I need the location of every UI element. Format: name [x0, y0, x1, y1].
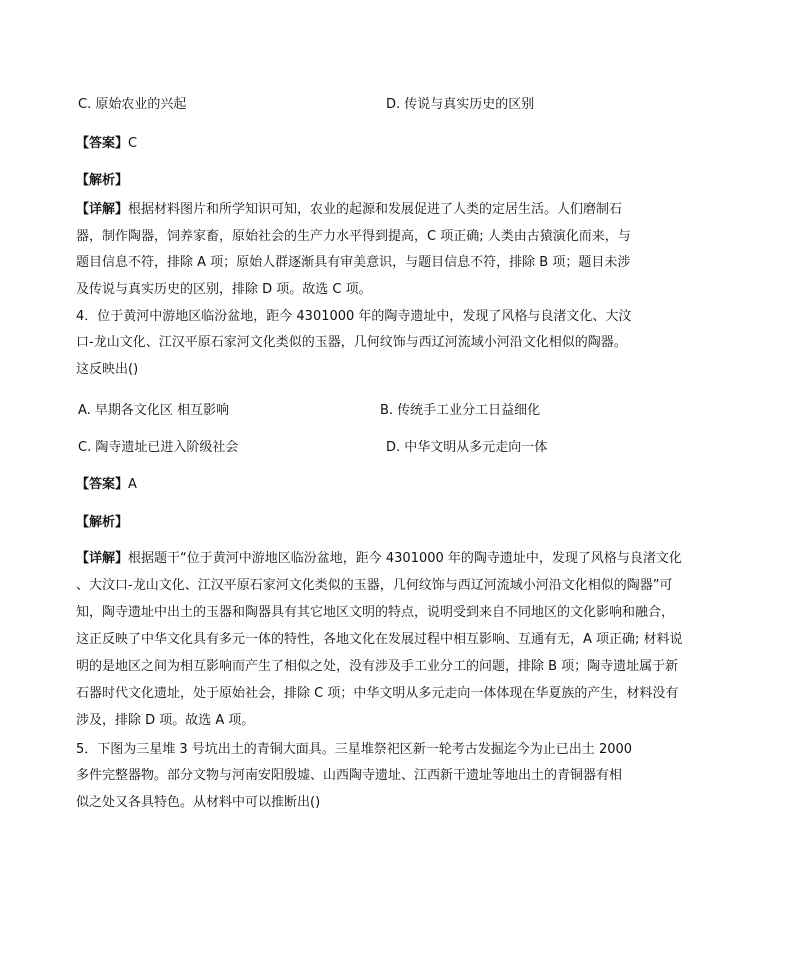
q4-detail-line-7: 涉及，排除 D 项。故选 A 项。 — [76, 713, 255, 728]
q4-analysis-label: 【解析】 — [76, 515, 129, 530]
q3-detail-line-4: 及传说与真实历史的区别，排除 D 项。故选 C 项。 — [76, 282, 372, 297]
q4-detail-line-1: 【详解】根据题干“位于黄河中游地区临汾盆地，距今 4301000 年的陶寺遗址中，发现了风格与良渚文化 — [76, 551, 682, 566]
q4-detail-line-6: 石器时代文化遗址，处于原始社会，排除 C 项；中华文明从多元走向一体体现在华夏族的产生，材料没有 — [76, 686, 679, 701]
q3-detail-line-2: 器，制作陶器，饲养家畜，原始社会的生产力水平得到提高，C 项正确; 人类由古猿演化而来，与 — [76, 229, 631, 244]
q4-stem-line-3: 这反映出() — [76, 362, 139, 377]
q4-option-b: B. 传统手工业分工日益细化 — [380, 403, 541, 418]
q3-answer — [76, 135, 137, 153]
q3-detail-line-1: 【详解】根据材料图片和所学知识可知，农业的起源和发展促进了人类的定居生活。人们磨制石 — [76, 202, 623, 217]
detail-label: 【详解】 — [76, 551, 129, 566]
q5-stem-line-3: 似之处又各具特色。从材料中可以推断出() — [76, 795, 321, 810]
answer-label: 【答案】 — [76, 136, 129, 151]
detail-label: 【详解】 — [76, 202, 129, 217]
q4-detail-line-3: 知，陶寺遗址中出土的玉器和陶器具有其它地区文明的特点，说明受到来自不同地区的文化影响和融合， — [76, 605, 675, 620]
q5-stem-line-1: 5．下图为三星堆 3 号坑出土的青铜大面具。三星堆祭祀区新一轮考古发掘迄今为止已出土 2000 — [76, 742, 633, 757]
q3-detail-line-3: 题目信息不符，排除 A 项；原始人群逐渐具有审美意识，与题目信息不符，排除 B 项；题目未涉 — [76, 255, 631, 270]
q4-detail-line-4: 这正反映了中华文化具有多元一体的特性，各地文化在发展过程中相互影响、互通有无，A 项正确; 材料说 — [76, 632, 683, 647]
q4-stem-line-2: 口-龙山文化、江汉平原石家河文化类似的玉器，几何纹饰与西辽河流域小河沿文化相似的陶器。 — [76, 335, 627, 350]
q4-option-d: D. 中华文明从多元走向一体 — [386, 440, 548, 455]
answer-label: 【答案】 — [76, 477, 129, 492]
q3-option-c: C. 原始农业的兴起 — [78, 97, 187, 112]
q3-option-d: D. 传说与真实历史的区别 — [386, 97, 535, 112]
answer-value: A — [128, 477, 137, 492]
q4-detail-line-2: 、大汶口-龙山文化、江汉平原石家河文化类似的玉器，几何纹饰与西辽河流域小河沿文化相似的陶器”可 — [76, 578, 673, 593]
q4-answer — [76, 476, 137, 494]
q3-analysis-label: 【解析】 — [76, 173, 129, 188]
q4-option-a: A. 早期各文化区 相互影响 — [78, 403, 230, 418]
q4-stem-line-1: 4．位于黄河中游地区临汾盆地，距今 4301000 年的陶寺遗址中，发现了风格与良渚文化、大汶 — [76, 309, 632, 324]
answer-value: C — [128, 136, 138, 151]
q4-option-c: C. 陶寺遗址已进入阶级社会 — [78, 440, 239, 455]
q5-stem-line-2: 多件完整器物。部分文物与河南安阳殷墟、山西陶寺遗址、江西新干遗址等地出土的青铜器有相 — [76, 768, 623, 783]
q4-detail-line-5: 明的是地区之间为相互影响而产生了相似之处，没有涉及手工业分工的问题，排除 B 项；陶寺遗址属于新 — [76, 659, 679, 674]
